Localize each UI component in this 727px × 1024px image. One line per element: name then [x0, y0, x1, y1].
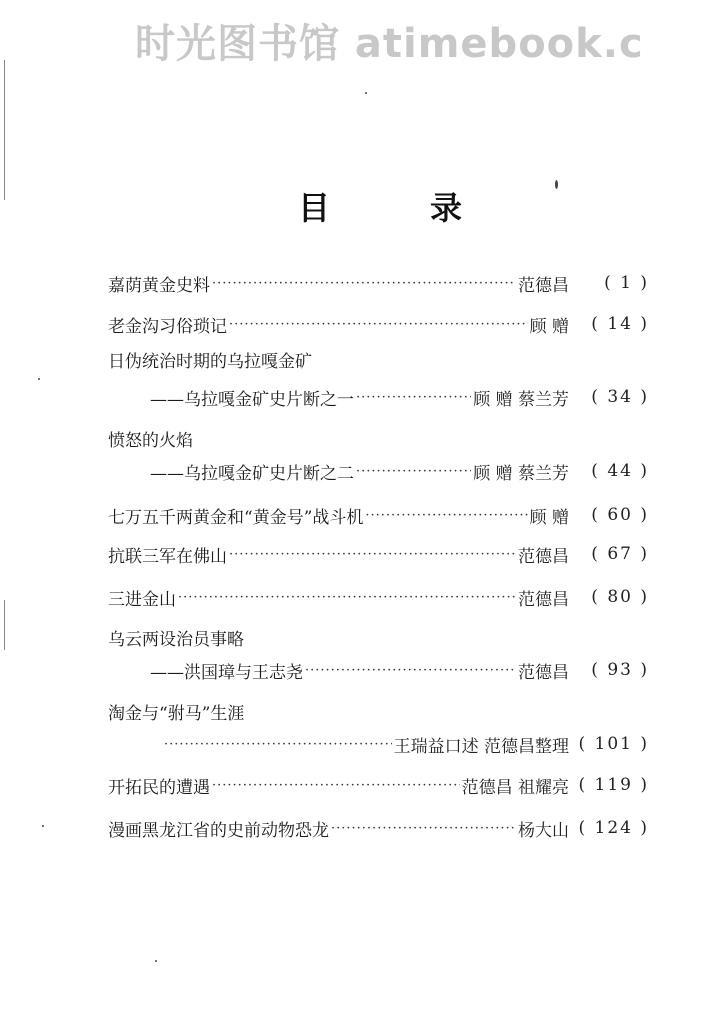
- toc-entry-8-subtitle[interactable]: [150, 657, 649, 683]
- entry-page: ( 34 ): [591, 387, 649, 407]
- entry-title: 愤怒的火焰: [108, 430, 193, 451]
- toc-entry-9-credit[interactable]: [162, 731, 649, 757]
- entry-title: 淘金与“驸马”生涯: [108, 703, 245, 724]
- entry-title: 漫画黑龙江省的史前动物恐龙: [108, 820, 329, 841]
- entry-author: 王瑞益口述 范德昌整理: [393, 736, 569, 757]
- scan-speck: [38, 378, 40, 380]
- leader-dots: [365, 508, 527, 523]
- entry-author: 范德昌: [518, 662, 569, 683]
- entry-author: 杨大山: [518, 820, 569, 841]
- leader-dots: [212, 276, 516, 291]
- toc-entry-3-subtitle[interactable]: [150, 384, 649, 410]
- leader-dots: [164, 737, 392, 752]
- entry-author: 顾 赠 蔡兰芳: [473, 389, 569, 410]
- entry-author: 顾 赠: [529, 507, 569, 528]
- toc-entry-7[interactable]: [108, 584, 649, 610]
- entry-page: ( 67 ): [591, 544, 649, 564]
- toc-entry-3-heading[interactable]: [108, 346, 312, 372]
- scan-speck: [365, 92, 367, 94]
- entry-title: 三进金山: [108, 589, 176, 610]
- entry-author: 范德昌 祖耀亮: [461, 777, 569, 798]
- leader-dots: [178, 590, 516, 605]
- toc-entry-6[interactable]: [108, 541, 649, 567]
- title-char-2: 录: [430, 189, 463, 227]
- entry-title: 抗联三军在佛山: [108, 546, 227, 567]
- toc-entry-5[interactable]: [108, 502, 649, 528]
- entry-author: 范德昌: [518, 275, 569, 296]
- entry-subtitle: ——洪国璋与王志尧: [150, 662, 303, 683]
- entry-page: ( 93 ): [591, 660, 649, 680]
- scan-speck: [155, 960, 157, 962]
- entry-title: 七万五千两黄金和“黄金号”战斗机: [108, 507, 364, 528]
- toc-entry-10[interactable]: [108, 772, 649, 798]
- entry-page: ( 80 ): [591, 587, 649, 607]
- leader-dots: [356, 390, 471, 405]
- title-char-1: 目: [298, 189, 331, 227]
- scan-edge-mark: [4, 60, 5, 200]
- entry-title: 日伪统治时期的乌拉嘎金矿: [108, 351, 312, 372]
- scan-edge-mark: [4, 600, 5, 650]
- entry-author: 顾 赠 蔡兰芳: [473, 463, 569, 484]
- toc-entry-9-heading[interactable]: [108, 698, 244, 724]
- toc-entry-8-heading[interactable]: [108, 624, 244, 650]
- leader-dots: [212, 778, 460, 793]
- leader-dots: [229, 547, 516, 562]
- leader-dots: [229, 317, 528, 332]
- entry-page: ( 119 ): [578, 775, 649, 795]
- watermark: 时光图书馆 atimebook.c: [135, 21, 644, 67]
- toc-entry-4-subtitle[interactable]: [150, 458, 649, 484]
- toc-entry-4-heading[interactable]: [108, 425, 193, 451]
- entry-page: ( 124 ): [578, 818, 649, 838]
- toc-entry-11[interactable]: [108, 815, 649, 841]
- entry-author: 范德昌: [518, 546, 569, 567]
- entry-page: ( 14 ): [591, 314, 649, 334]
- entry-title: 开拓民的遭遇: [108, 777, 210, 798]
- leader-dots: [331, 821, 516, 836]
- entry-title: 乌云两设治员事略: [108, 629, 244, 650]
- leader-dots: [305, 663, 516, 678]
- entry-subtitle: ——乌拉嘎金矿史片断之一: [150, 389, 354, 410]
- toc-entry-1[interactable]: [108, 270, 649, 296]
- entry-title: 老金沟习俗琐记: [108, 316, 227, 337]
- entry-author: 顾 赠: [529, 316, 569, 337]
- scan-speck: [42, 825, 44, 827]
- entry-page: ( 101 ): [578, 734, 649, 754]
- entry-page: ( 1 ): [604, 273, 649, 293]
- entry-author: 范德昌: [518, 589, 569, 610]
- scan-speck: [555, 180, 558, 189]
- entry-page: ( 44 ): [591, 461, 649, 481]
- toc-entry-2[interactable]: [108, 311, 649, 337]
- entry-subtitle: ——乌拉嘎金矿史片断之二: [150, 463, 354, 484]
- entry-page: ( 60 ): [591, 505, 649, 525]
- entry-title: 嘉荫黄金史料: [108, 275, 210, 296]
- leader-dots: [356, 464, 471, 479]
